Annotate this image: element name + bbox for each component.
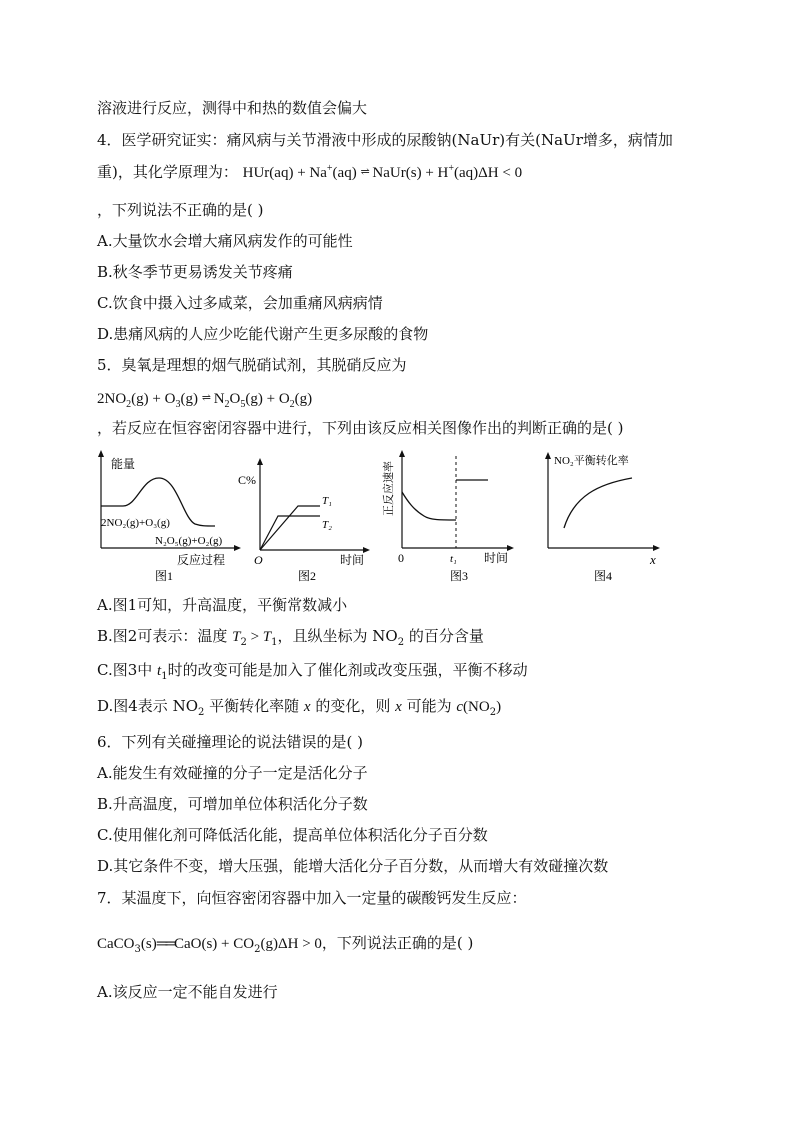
option-text: D.图4表示 NO bbox=[97, 697, 198, 715]
eq-part: 2NO bbox=[97, 391, 127, 407]
question-5-option-b: B.图2可表示：温度 $T_2 > T_1$，且纵坐标为 $NO_2$ 的百分含量 bbox=[97, 627, 484, 648]
symbol: x bbox=[395, 699, 402, 715]
question-5-stem: 5．臭氧是理想的烟气脱硝试剂，其脱硝反应为 bbox=[97, 356, 407, 374]
figure-1 bbox=[97, 448, 242, 583]
question-4-option-a: A.大量饮水会增大痛风病发作的可能性 bbox=[97, 232, 353, 250]
symbol: t bbox=[157, 663, 162, 679]
subscript: 2 bbox=[254, 944, 261, 955]
figure-3 bbox=[380, 448, 520, 583]
question-6-option-d: D.其它条件不变，增大压强，能增大活化分子百分数，从而增大有效碰撞次数 bbox=[97, 857, 609, 875]
subscript: 2 bbox=[240, 637, 247, 648]
symbol: x bbox=[303, 699, 311, 715]
question-7-option-a: A.该反应一定不能自发进行 bbox=[97, 983, 278, 1001]
question-6-option-a: A.能发生有效碰撞的分子一定是活化分子 bbox=[97, 764, 368, 782]
fig3-tick: t₁ bbox=[450, 553, 457, 565]
superscript: + bbox=[448, 163, 454, 174]
question-6-option-c: C.使用催化剂可降低活化能，提高单位体积活化分子百分数 bbox=[97, 826, 488, 844]
subscript: 2 bbox=[289, 399, 295, 410]
chemical-equation bbox=[243, 165, 522, 181]
subscript: 3 bbox=[134, 944, 141, 955]
symbol: ) bbox=[496, 699, 502, 715]
eq-part: (g) + O bbox=[245, 391, 290, 407]
figure-4 bbox=[540, 448, 665, 583]
fig2-curve2-label: T₂ bbox=[322, 519, 332, 531]
equilibrium-arrow-icon: ⇌ bbox=[201, 392, 210, 404]
question-6-stem: 6．下列有关碰撞理论的说法错误的是( ) bbox=[97, 733, 364, 751]
eq-part: (s) bbox=[140, 936, 157, 952]
fig3-ylabel: 正反应速率 bbox=[383, 461, 395, 516]
fig2-curve1-label: T₁ bbox=[322, 495, 332, 507]
eq-part: NaUr(s) + H bbox=[372, 165, 449, 181]
fig2-origin: O bbox=[254, 553, 263, 567]
symbol: c bbox=[456, 699, 464, 715]
question-4-equation-line bbox=[97, 162, 522, 183]
symbol: T bbox=[232, 629, 241, 645]
symbol: T bbox=[262, 629, 272, 645]
eq-part: CaCO bbox=[97, 936, 135, 952]
eq-part: (aq) bbox=[332, 165, 357, 181]
superscript: + bbox=[326, 163, 333, 174]
fig2-ylabel: C% bbox=[238, 473, 256, 487]
question-5-option-c: C.图3中 $t_1$时的改变可能是加入了催化剂或改变压强，平衡不移动 bbox=[97, 661, 528, 682]
reaction-arrow-icon: ══ bbox=[156, 936, 174, 952]
question-5-option-d bbox=[97, 696, 501, 717]
fig1-reactants-label: 2NO₂(g)+O₃(g) bbox=[101, 517, 170, 529]
option-text: 时的改变可能是加入了催化剂或改变压强，平衡不移动 bbox=[167, 661, 528, 679]
option-text: 的百分含量 bbox=[404, 627, 484, 645]
fig3-caption: 图3 bbox=[450, 569, 469, 583]
eq-part: N bbox=[213, 391, 225, 407]
fig2-caption: 图2 bbox=[298, 569, 317, 583]
symbol: > bbox=[246, 629, 263, 645]
figure-2 bbox=[236, 448, 376, 583]
subscript: 3 bbox=[175, 399, 181, 410]
option-text: ，且纵坐标为 NO bbox=[277, 627, 398, 645]
question-6-option-b: B.升高温度，可增加单位体积活化分子数 bbox=[97, 795, 368, 813]
fig1-caption: 图1 bbox=[155, 569, 174, 583]
subscript: 2 bbox=[198, 707, 205, 718]
question-4-stem: 4．医学研究证实：痛风病与关节滑液中形成的尿酸钠(NaUr)有关(NaUr增多，病情加 bbox=[97, 131, 673, 149]
question-4-prompt: ，下列说法不正确的是( ) bbox=[97, 201, 264, 219]
question-7-prompt: ，下列说法正确的是( ) bbox=[321, 934, 474, 952]
subscript: 2 bbox=[224, 399, 230, 410]
question-7-equation-line bbox=[97, 933, 473, 954]
question-5-equation bbox=[97, 388, 312, 409]
fig3-xlabel: 时间 bbox=[484, 551, 509, 565]
fig3-origin: 0 bbox=[398, 551, 404, 565]
question-4-option-d: D.患痛风病的人应少吃能代谢产生更多尿酸的食物 bbox=[97, 325, 429, 343]
question-4-option-c: C.饮食中摄入过多咸菜，会加重痛风病病情 bbox=[97, 294, 383, 312]
equation-prefix: 重)，其化学原理为： bbox=[97, 163, 238, 181]
question-5-prompt: ，若反应在恒容密闭容器中进行，下列由该反应相关图像作出的判断正确的是( ) bbox=[97, 419, 624, 437]
fig4-caption: 图4 bbox=[594, 569, 613, 583]
equilibrium-arrow-icon: ⇌ bbox=[360, 166, 369, 178]
subscript: 5 bbox=[240, 399, 246, 410]
option-text: 的变化，则 bbox=[310, 697, 396, 715]
eq-part: (g) + O bbox=[131, 391, 176, 407]
fig1-ylabel: 能量 bbox=[111, 457, 136, 471]
question-5-option-a: A.图1可知，升高温度，平衡常数减小 bbox=[97, 596, 348, 614]
option-text: 平衡转化率随 bbox=[204, 697, 304, 715]
eq-part: (g)ΔH > 0 bbox=[260, 936, 322, 952]
fig4-ylabel: NO₂平衡转化率 bbox=[554, 455, 629, 467]
subscript: 2 bbox=[397, 637, 405, 648]
question-4-option-b: B.秋冬季节更易诱发关节疼痛 bbox=[97, 263, 293, 281]
question-7-stem: 7．某温度下，向恒容密闭容器中加入一定量的碳酸钙发生反应： bbox=[97, 889, 527, 907]
eq-part: (g) bbox=[294, 391, 313, 407]
eq-part: CaO(s) + CO bbox=[173, 936, 255, 952]
fig1-products-label: N₂O₅(g)+O₂(g) bbox=[155, 535, 223, 547]
subscript: 2 bbox=[126, 399, 132, 410]
eq-part: O bbox=[229, 391, 241, 407]
option-text: 可能为 bbox=[401, 697, 457, 715]
eq-part: (g) bbox=[180, 391, 198, 407]
fig4-xlabel: x bbox=[650, 552, 656, 567]
option-text: C.图3中 bbox=[97, 661, 158, 679]
fig1-xlabel: 反应过程 bbox=[177, 553, 226, 567]
eq-part: HUr(aq) + Na bbox=[242, 165, 327, 181]
symbol: (NO bbox=[463, 699, 490, 715]
fig2-xlabel: 时间 bbox=[340, 553, 365, 567]
text-line-continuation: 溶液进行反应，测得中和热的数值会偏大 bbox=[97, 99, 368, 117]
subscript: 2 bbox=[489, 707, 497, 718]
eq-part: (aq)ΔH < 0 bbox=[454, 165, 523, 181]
option-text: B.图2可表示：温度 bbox=[97, 627, 233, 645]
